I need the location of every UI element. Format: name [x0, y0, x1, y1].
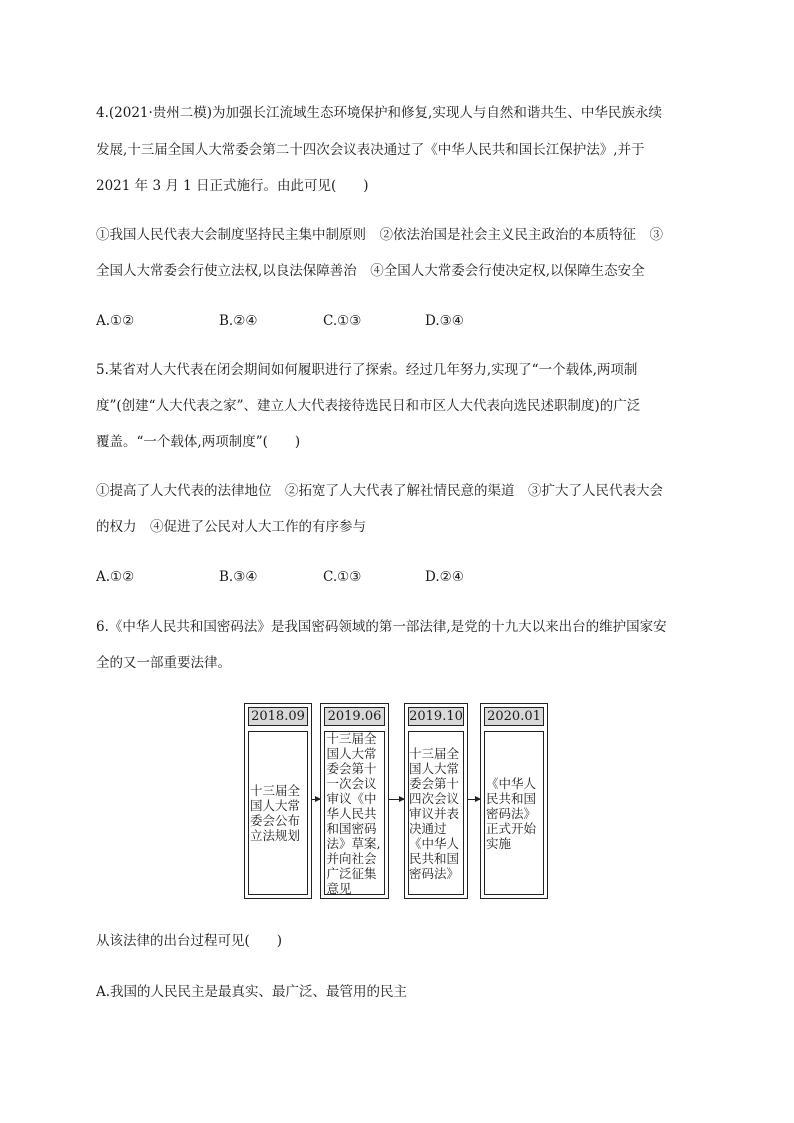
q4-option-c[interactable]: C.①③ [323, 313, 362, 329]
q4-stem-line-1: 4.(2021·贵州二模)为加强长江流域生态环境保护和修复,实现人与自然和谐共生、中华民族永续 [96, 105, 662, 121]
q4-statement-line-1: ①我国人民代表大会制度坚持民主集中制原则 ②依法治国是社会主义民主政治的本质特征 ③ [96, 227, 663, 243]
q5-statement-line-1: ①提高了人大代表的法律地位 ②拓宽了人大代表了解社情民意的渠道 ③扩大了人民代表大会 [96, 483, 663, 499]
q4-stem-line-2: 发展,十三届全国人大常委会第二十四次会议表决通过了《中华人民共和国长江保护法》,并于 [96, 142, 645, 158]
q5-statement-line-2: 的权力 ④促进了公民对人大工作的有序参与 [96, 519, 366, 535]
q4-stem-line-3: 2021 年 3 月 1 日正式施行。由此可见( ) [96, 178, 369, 194]
flow-step-text: 十三届全国人大常委会公布立法规划 [250, 783, 301, 843]
q5-option-a[interactable]: A.①② [96, 569, 135, 585]
q5-stem-line-3: 覆盖。“一个载体,两项制度”( ) [96, 434, 301, 450]
flow-arrow [468, 799, 480, 800]
flow-step-date: 2020.01 [484, 707, 544, 726]
q6-stem-line-1: 6.《中华人民共和国密码法》是我国密码领域的第一部法律,是党的十九大以来出台的维护国家安 [96, 619, 667, 635]
q4-option-d[interactable]: D.③④ [425, 313, 464, 329]
q5-stem-line-1: 5.某省对人大代表在闭会期间如何履职进行了探索。经过几年努力,实现了“一个载体,两项制 [96, 362, 638, 378]
q6-prompt: 从该法律的出台过程可见( ) [96, 933, 283, 949]
q5-option-d[interactable]: D.②④ [425, 569, 464, 585]
q6-option-a[interactable]: A.我国的人民民主是最真实、最广泛、最管用的民主 [96, 984, 408, 1000]
q6-stem-line-2: 全的又一部重要法律。 [96, 655, 231, 671]
flow-arrow [312, 799, 320, 800]
flow-step-2019-06 [320, 703, 389, 899]
flow-step-date: 2019.10 [409, 709, 463, 724]
flow-step-text: 十三届全国人大常委会第十一次会议审议《中华人民共和国密码法》草案,并向社会广泛征集意见 [326, 730, 381, 896]
q5-option-b[interactable]: B.③④ [219, 569, 258, 585]
flow-arrow [389, 799, 404, 800]
flow-step-text: 《中华人民共和国密码法》正式开始实施 [486, 775, 537, 851]
q4-option-b[interactable]: B.②④ [219, 313, 258, 329]
flow-step-text: 十三届全国人大常委会第十四次会议审议并表决通过《中华人民共和国密码法》 [409, 745, 460, 881]
q5-stem-line-2: 度”(创建“人大代表之家”、建立人大代表接待选民日和市区人大代表向选民述职制度)的广泛 [96, 398, 641, 414]
q4-statement-line-2: 全国人大常委会行使立法权,以良法保障善治 ④全国人大常委会行使决定权,以保障生态安全 [96, 263, 645, 279]
q5-option-c[interactable]: C.①③ [323, 569, 362, 585]
flow-step-2020-01 [480, 703, 548, 899]
flow-step-2019-10 [404, 703, 468, 899]
flow-step-date: 2019.06 [324, 707, 385, 726]
flow-step-2018-09 [244, 703, 312, 899]
q4-option-a[interactable]: A.①② [96, 313, 135, 329]
flow-step-date: 2018.09 [248, 707, 308, 726]
